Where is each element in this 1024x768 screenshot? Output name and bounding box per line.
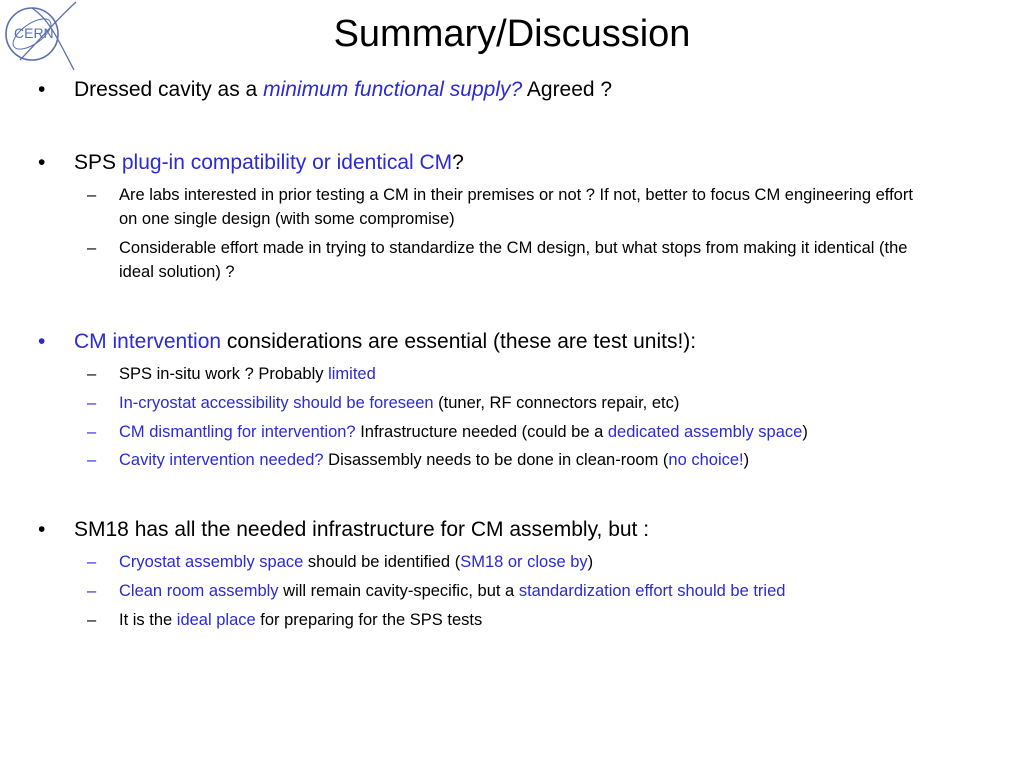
text-run: Agreed ? [522, 78, 613, 101]
bullet-marker: • [38, 151, 46, 174]
sub-bullet-text: Considerable effort made in trying to standardize the CM design, but what stops from making it identical (the ideal solution) ? [119, 239, 908, 281]
highlight-text: standardization effort should be tried [518, 582, 786, 600]
sub-bullet-marker: – [87, 394, 97, 412]
highlight-text: minimum functional supply? [263, 78, 523, 101]
bullet-marker: • [38, 518, 46, 541]
text-run: SPS [74, 151, 122, 174]
highlight-text: Cavity intervention needed? [119, 451, 324, 469]
sub-bullet-marker: – [87, 239, 97, 257]
bullet-text [74, 329, 974, 355]
highlight-text: Cryostat assembly space [119, 553, 304, 571]
logo-text: CERN [14, 25, 54, 41]
text-run: will remain cavity-specific, but a [278, 582, 519, 600]
text-run: It is the [119, 611, 177, 629]
highlight-text: no choice! [668, 451, 744, 469]
text-run: considerations are essential (these are test units!): [221, 330, 697, 353]
sub-bullet-marker: – [87, 553, 97, 571]
highlight-text: limited [328, 365, 376, 383]
text-run: ) [587, 553, 594, 571]
sub-bullet-text [119, 420, 919, 444]
sub-bullet-text [119, 391, 919, 415]
sub-bullet-text [119, 608, 919, 632]
bullet-marker: • [38, 330, 46, 353]
highlight-text: dedicated assembly space [607, 423, 803, 441]
text-run: ) [802, 423, 808, 441]
bullet-marker: • [38, 78, 46, 101]
bullet-text [74, 77, 974, 103]
sub-bullet-marker: – [87, 582, 97, 600]
sub-bullet-text: Are labs interested in prior testing a CM in their premises or not ? If not, better to focus CM engineering effort on one single design (with some compromise) [119, 186, 913, 228]
highlight-text: CM dismantling for intervention? [119, 423, 356, 441]
text-run: ? [452, 151, 464, 174]
slide-title: Summary/Discussion [333, 13, 691, 55]
sub-bullet-marker: – [87, 365, 97, 383]
sub-bullet-marker: – [87, 186, 97, 204]
text-run: for preparing for the SPS tests [255, 611, 483, 629]
sub-bullet-marker: – [87, 451, 97, 469]
text-run: (tuner, RF connectors repair, etc) [433, 394, 680, 412]
highlight-text: ideal place [176, 611, 256, 629]
text-run: should be identified ( [303, 553, 461, 571]
highlight-text: CM intervention [74, 330, 222, 353]
highlight-text: Clean room assembly [119, 582, 279, 600]
text-run: Infrastructure needed (could be a [355, 423, 608, 441]
sub-bullet-text [119, 550, 919, 574]
highlight-text: plug-in compatibility or identical CM [121, 151, 453, 174]
text-run: ) [743, 451, 750, 469]
sub-bullet-text [119, 448, 919, 472]
sub-bullet-marker: – [87, 423, 97, 441]
text-run: Disassembly needs to be done in clean-room ( [323, 451, 669, 469]
highlight-text: SM18 or close by [460, 553, 588, 571]
text-run: Dressed cavity as a [74, 78, 264, 101]
highlight-text: In-cryostat accessibility should be foreseen [119, 394, 434, 412]
bullet-text: SM18 has all the needed infrastructure for CM assembly, but : [74, 518, 650, 541]
sub-bullet-marker: – [87, 611, 97, 629]
text-run: SPS in-situ work ? Probably [119, 365, 329, 383]
sub-bullet-text [119, 362, 919, 386]
bullet-text [74, 150, 974, 176]
sub-bullet-text [119, 579, 919, 603]
